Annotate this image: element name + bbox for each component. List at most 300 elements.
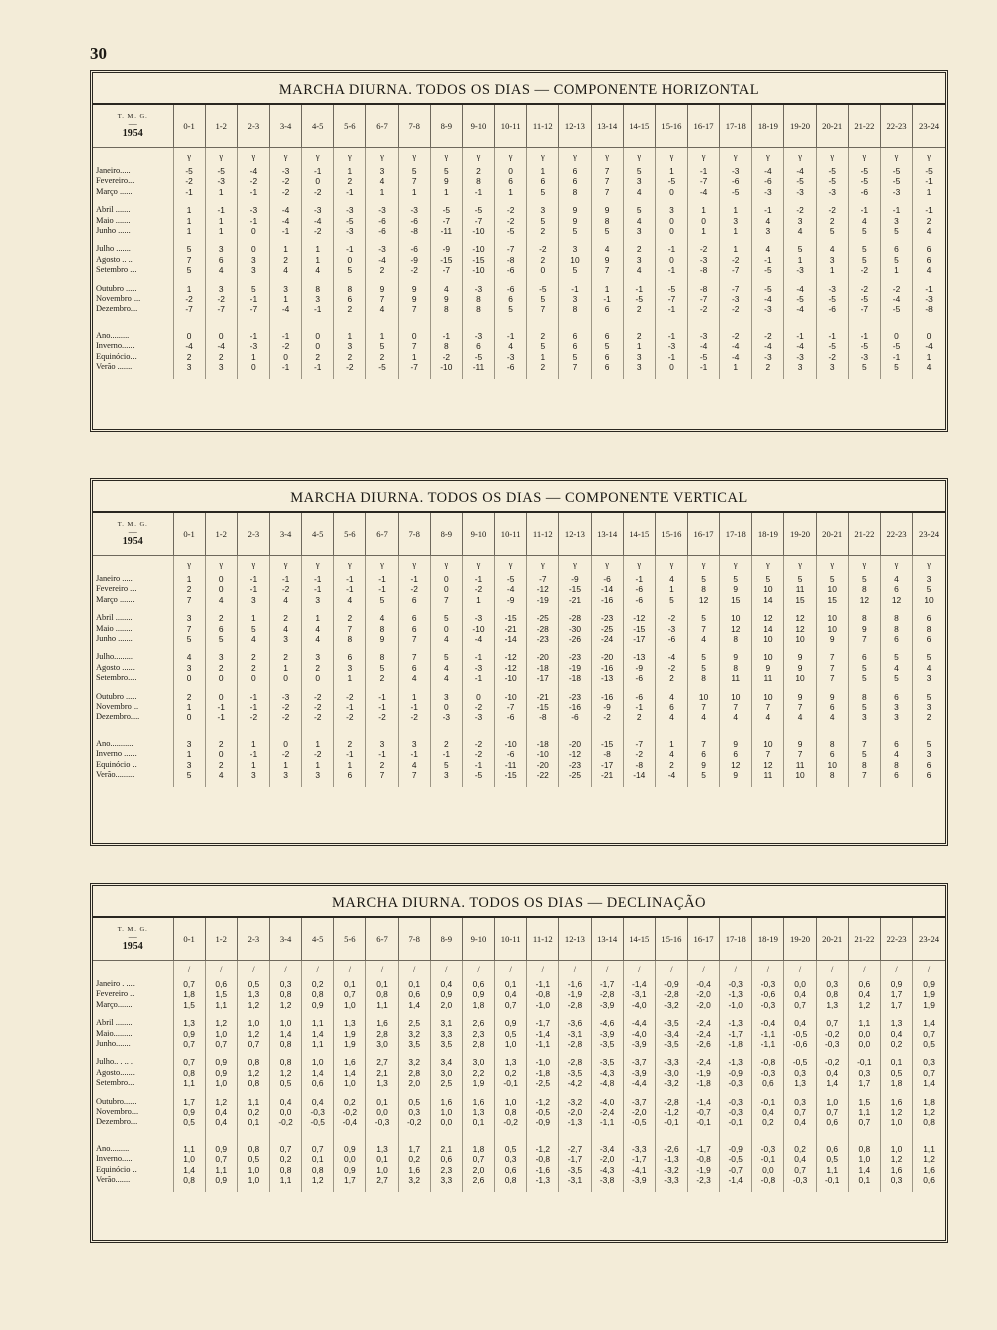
table-cell: 0,5	[880, 1068, 912, 1078]
row-label: Janeiro.....	[96, 166, 131, 175]
table-cell: 10	[752, 584, 784, 594]
table-cell: 0,0	[366, 1107, 398, 1117]
table-cell: 2	[527, 362, 559, 372]
table-cell: -1,1	[752, 1039, 784, 1049]
table-cell: -0,8	[527, 1154, 559, 1164]
unit-symbol: /	[688, 961, 720, 980]
unit-symbol: /	[430, 961, 462, 980]
hour-header: 1-2	[205, 513, 237, 556]
table-cell: 1	[302, 613, 334, 623]
table-cell: -1,9	[688, 1068, 720, 1078]
table-cell: -0,1	[752, 1154, 784, 1164]
table-cell: -9	[398, 255, 430, 265]
table-cell: -4,4	[623, 1018, 655, 1028]
table-cell: -4	[269, 304, 301, 314]
table-cell: 3	[269, 634, 301, 644]
table-cell: 6	[880, 692, 912, 702]
table-cell: 0,4	[752, 1107, 784, 1117]
table-row	[93, 613, 945, 623]
table-cell: 4	[720, 712, 752, 722]
table-cell: 9	[720, 652, 752, 662]
table-cell: -7	[430, 265, 462, 275]
table-cell: 3	[237, 770, 269, 780]
table-cell: 7	[784, 702, 816, 712]
table-cell: 0,8	[237, 1057, 269, 1067]
unit-symbol: γ	[302, 556, 334, 575]
table-cell: -17	[623, 634, 655, 644]
unit-symbol: γ	[269, 556, 301, 575]
table-cell: 5	[591, 226, 623, 236]
table-cell: -1,2	[655, 1107, 687, 1117]
unit-symbol: /	[334, 961, 366, 980]
table-cell: 1,2	[880, 1107, 912, 1117]
table-row	[93, 205, 945, 215]
table-cell: 3,1	[430, 1018, 462, 1028]
table-row	[93, 1154, 945, 1164]
table-cell: -6	[720, 176, 752, 186]
table-cell: -1	[269, 226, 301, 236]
table-cell: 2	[237, 663, 269, 673]
table-cell: 5	[688, 770, 720, 780]
table-cell: 0,9	[430, 989, 462, 999]
table-cell: 5	[913, 652, 945, 662]
table-cell: 7	[398, 634, 430, 644]
table-cell: 14	[752, 595, 784, 605]
table-cell: -5	[173, 166, 205, 176]
table-cell: 2,3	[430, 1165, 462, 1175]
table-cell: -3	[655, 624, 687, 634]
table-cell: 1,2	[848, 1000, 880, 1010]
table-cell: 10	[752, 634, 784, 644]
table-cell: -6	[623, 673, 655, 683]
table-cell: 9	[591, 205, 623, 215]
table-cell: 2	[655, 760, 687, 770]
table-cell: -1	[655, 352, 687, 362]
table-cell: -1	[784, 331, 816, 341]
table-cell: 5	[848, 702, 880, 712]
table-cell: -6	[495, 284, 527, 294]
table-cell: 4	[880, 574, 912, 584]
table-cell: 0,5	[173, 1117, 205, 1127]
hour-header: 6-7	[366, 513, 398, 556]
data-table	[93, 918, 945, 1192]
table-cell: -6	[366, 216, 398, 226]
hour-header: 4-5	[302, 918, 334, 961]
table-cell: 3,4	[430, 1057, 462, 1067]
table-cell: 4	[880, 663, 912, 673]
table-cell: -18	[559, 673, 591, 683]
unit-symbol: γ	[205, 148, 237, 167]
table-cell: 2	[752, 362, 784, 372]
table-cell: 1	[173, 226, 205, 236]
hour-header: 13-14	[591, 918, 623, 961]
table-cell: 5	[237, 284, 269, 294]
table-cell: 12	[752, 613, 784, 623]
table-cell: -2,8	[559, 1057, 591, 1067]
hour-header: 17-18	[720, 918, 752, 961]
table-cell: 0,8	[237, 1078, 269, 1088]
table-cell: -3	[366, 205, 398, 215]
table-cell: -0,1	[495, 1078, 527, 1088]
table-row	[93, 1107, 945, 1117]
table-cell: 2	[366, 265, 398, 275]
table-row	[93, 284, 945, 294]
hour-header: 12-13	[559, 513, 591, 556]
table-cell: -8	[591, 749, 623, 759]
hour-header: 18-19	[752, 918, 784, 961]
table-cell: 1,0	[205, 1029, 237, 1039]
table-cell: -3	[237, 205, 269, 215]
row-label: Julho .......	[96, 244, 131, 254]
table-cell: 5	[527, 187, 559, 197]
table-cell: 6	[591, 352, 623, 362]
row-label: Setembro ...	[96, 265, 137, 275]
table-cell: -5	[816, 294, 848, 304]
unit-symbol: γ	[720, 556, 752, 575]
table-cell: -12	[495, 652, 527, 662]
table-cell: -5	[784, 294, 816, 304]
table-cell: 0,1	[880, 1057, 912, 1067]
table-cell: -1	[398, 702, 430, 712]
table-cell: -2	[205, 294, 237, 304]
table-cell: 5	[430, 760, 462, 770]
hour-header: 9-10	[462, 105, 494, 148]
table-cell: -0,2	[398, 1117, 430, 1127]
table-cell: 2	[462, 166, 494, 176]
table-cell: 1	[462, 595, 494, 605]
table-cell: 10	[720, 613, 752, 623]
table-cell: 0,5	[269, 1078, 301, 1088]
table-cell: 0,0	[848, 1039, 880, 1049]
table-cell: -1,4	[688, 1097, 720, 1107]
table-cell: 5	[527, 294, 559, 304]
table-cell: 0	[430, 624, 462, 634]
unit-symbol: /	[269, 961, 301, 980]
table-cell: -3,5	[591, 1039, 623, 1049]
table-cell: 2,8	[462, 1039, 494, 1049]
table-cell: -3	[784, 352, 816, 362]
row-label: Inverno......	[96, 341, 135, 351]
table-cell: -1	[913, 176, 945, 186]
table-cell: 0	[205, 749, 237, 759]
table-cell: -2,6	[655, 1144, 687, 1154]
table-cell: -15	[559, 584, 591, 594]
table-cell: 5	[688, 613, 720, 623]
table-cell: 12	[784, 624, 816, 634]
table-cell: -5	[623, 294, 655, 304]
hour-header: 9-10	[462, 513, 494, 556]
hour-header: 19-20	[784, 513, 816, 556]
table-cell: 2	[237, 652, 269, 662]
table-cell: -3	[752, 187, 784, 197]
table-cell: 1,0	[880, 1117, 912, 1127]
table-cell: -17	[527, 673, 559, 683]
table-cell: 8	[688, 673, 720, 683]
unit-symbol: γ	[269, 148, 301, 167]
hour-header: 18-19	[752, 105, 784, 148]
table-cell: 5	[720, 574, 752, 584]
table-cell: 3	[655, 205, 687, 215]
table-cell: -6	[398, 244, 430, 254]
table-cell: -3	[880, 187, 912, 197]
table-cell: -7	[205, 304, 237, 314]
row-label: Fevereiro...	[96, 176, 135, 186]
table-cell: -0,3	[816, 1039, 848, 1049]
hour-header: 9-10	[462, 918, 494, 961]
unit-symbol: γ	[655, 556, 687, 575]
table-cell: 5	[237, 624, 269, 634]
table-cell: -1,7	[591, 979, 623, 989]
table-cell: -6	[752, 176, 784, 186]
table-cell: 1	[495, 187, 527, 197]
table-cell: 2	[173, 584, 205, 594]
hour-header: 10-11	[495, 105, 527, 148]
table-cell: -1,6	[559, 979, 591, 989]
table-cell: 12	[784, 613, 816, 623]
table-cell: 0,3	[495, 1154, 527, 1164]
table-cell: 3	[173, 760, 205, 770]
table-cell: -1	[302, 166, 334, 176]
table-cell: 1,9	[334, 1029, 366, 1039]
table-cell: 0,8	[173, 1068, 205, 1078]
table-cell: 0,3	[784, 1068, 816, 1078]
table-cell: -1	[752, 205, 784, 215]
table-row	[93, 673, 945, 683]
table-cell: 2,7	[366, 1057, 398, 1067]
table-cell: 0	[527, 265, 559, 275]
table-cell: 0,4	[880, 1029, 912, 1039]
table-cell: -2	[688, 244, 720, 254]
table-cell: -1,1	[591, 1117, 623, 1127]
table-cell: -3	[462, 331, 494, 341]
table-cell: 1,0	[366, 1165, 398, 1175]
table-cell: 1,5	[205, 989, 237, 999]
table-cell: -1	[495, 331, 527, 341]
table-cell: -2,4	[591, 1107, 623, 1117]
table-cell: 5	[398, 166, 430, 176]
table-cell: 0,2	[269, 1154, 301, 1164]
table-cell: 2	[334, 304, 366, 314]
table-cell: -1	[913, 284, 945, 294]
table-cell: 0	[205, 331, 237, 341]
table-cell: 0,7	[173, 1039, 205, 1049]
table-row	[93, 624, 945, 634]
table-cell: 4	[173, 652, 205, 662]
table-cell: 4	[205, 770, 237, 780]
table-cell: -4	[720, 352, 752, 362]
table-cell: -1	[880, 352, 912, 362]
table-cell: 0	[302, 341, 334, 351]
table-cell: 4	[913, 265, 945, 275]
table-cell: 3	[623, 255, 655, 265]
table-cell: 0	[913, 331, 945, 341]
table-cell: -2	[752, 331, 784, 341]
table-cell: 3	[334, 341, 366, 351]
table-cell: 9	[398, 284, 430, 294]
table-cell: 0,9	[173, 1107, 205, 1117]
table-cell: 8	[848, 760, 880, 770]
table-cell: 1,2	[880, 1154, 912, 1164]
table-cell: 1,3	[495, 1057, 527, 1067]
table-cell: 1,8	[462, 1144, 494, 1154]
table-cell: 1,0	[173, 1154, 205, 1164]
table-cell: 1	[205, 226, 237, 236]
table-cell: 3	[237, 255, 269, 265]
table-cell: -6	[623, 595, 655, 605]
table-cell: 2	[334, 176, 366, 186]
table-cell: 0,6	[913, 1175, 945, 1185]
table-cell: 3	[913, 702, 945, 712]
table-cell: -4	[784, 284, 816, 294]
table-cell: -8	[495, 255, 527, 265]
table-cell: 0,2	[334, 1097, 366, 1107]
table-cell: 2	[334, 352, 366, 362]
table-cell: -10	[495, 739, 527, 749]
table-cell: -8	[398, 226, 430, 236]
table-cell: -2	[334, 362, 366, 372]
table-cell: -3,9	[623, 1068, 655, 1078]
table-cell: 1,3	[784, 1078, 816, 1088]
table-cell: -5	[462, 205, 494, 215]
table-cell: -0,1	[720, 1117, 752, 1127]
table-cell: -2,8	[591, 989, 623, 999]
table-cell: -1	[398, 749, 430, 759]
unit-symbol: γ	[462, 148, 494, 167]
table-cell: -9	[623, 663, 655, 673]
table-cell: 1,1	[848, 1018, 880, 1028]
table-cell: -2,4	[688, 1018, 720, 1028]
table-cell: 1	[237, 613, 269, 623]
table-cell: -5	[816, 176, 848, 186]
table-cell: -1	[302, 584, 334, 594]
table-cell: 0,2	[302, 979, 334, 989]
table-cell: -0,9	[720, 1144, 752, 1154]
section-vertical-component	[90, 478, 948, 846]
table-cell: 0,1	[237, 1117, 269, 1127]
table-cell: 1,6	[398, 1165, 430, 1175]
table-cell: -0,1	[688, 1117, 720, 1127]
table-cell: 1,0	[237, 1175, 269, 1185]
table-cell: -1,8	[688, 1078, 720, 1088]
table-cell: 0	[269, 739, 301, 749]
table-cell: 1	[205, 216, 237, 226]
table-cell: -5	[752, 284, 784, 294]
table-cell: 10	[816, 624, 848, 634]
table-cell: 8	[366, 652, 398, 662]
table-cell: 5	[913, 692, 945, 702]
unit-symbol: γ	[462, 556, 494, 575]
table-cell: 1	[720, 362, 752, 372]
unit-symbol: γ	[752, 556, 784, 575]
table-cell: 8	[720, 663, 752, 673]
row-label: Junho .......	[96, 634, 133, 644]
table-cell: -1	[688, 362, 720, 372]
table-cell: 6	[880, 634, 912, 644]
table-cell: 6	[334, 294, 366, 304]
table-cell: 1,7	[334, 1175, 366, 1185]
table-cell: 5	[880, 652, 912, 662]
table-cell: 0,8	[366, 989, 398, 999]
table-cell: -1,0	[720, 1000, 752, 1010]
table-cell: 2,6	[462, 1018, 494, 1028]
table-cell: 3,2	[398, 1175, 430, 1185]
table-cell: 3,0	[430, 1068, 462, 1078]
table-cell: 1,4	[173, 1165, 205, 1175]
unit-symbol: γ	[688, 148, 720, 167]
table-cell: -6	[495, 749, 527, 759]
table-cell: 2,5	[430, 1078, 462, 1088]
row-label: Março ......	[96, 186, 133, 196]
table-cell: -2	[623, 749, 655, 759]
table-cell: 0,2	[398, 1154, 430, 1164]
table-cell: 6	[559, 331, 591, 341]
table-cell: 1,1	[173, 1078, 205, 1088]
table-cell: -2,4	[688, 1029, 720, 1039]
table-cell: -1,4	[527, 1029, 559, 1039]
table-cell: 6	[559, 176, 591, 186]
table-cell: 5	[784, 574, 816, 584]
table-cell: -4	[173, 341, 205, 351]
unit-symbol: γ	[205, 556, 237, 575]
table-cell: 1,2	[237, 1068, 269, 1078]
table-cell: 0	[237, 362, 269, 372]
table-cell: 0,1	[334, 979, 366, 989]
table-cell: -26	[559, 634, 591, 644]
table-cell: 1,4	[269, 1029, 301, 1039]
table-cell: -1	[205, 702, 237, 712]
table-cell: -2	[302, 187, 334, 197]
table-cell: 0,1	[302, 1154, 334, 1164]
table-cell: -3,5	[559, 1165, 591, 1175]
page-number: 30	[90, 44, 107, 63]
table-cell: -1,8	[720, 1039, 752, 1049]
table-cell: 1,1	[302, 1039, 334, 1049]
hour-header: 23-24	[913, 513, 945, 556]
hour-header: 15-16	[655, 513, 687, 556]
table-cell: 0,7	[495, 1000, 527, 1010]
table-cell: 7	[527, 304, 559, 314]
unit-symbol: /	[302, 961, 334, 980]
table-cell: -10	[527, 749, 559, 759]
table-cell: -0,1	[848, 1057, 880, 1067]
row-label: Outubro .....	[96, 283, 137, 293]
table-cell: 5	[334, 265, 366, 275]
table-cell: 4	[880, 749, 912, 759]
table-cell: -4,6	[591, 1018, 623, 1028]
table-cell: 5	[880, 255, 912, 265]
table-cell: 1,7	[880, 1000, 912, 1010]
table-cell: -13	[623, 652, 655, 662]
hour-header: 21-22	[848, 513, 880, 556]
table-cell: 4	[623, 216, 655, 226]
table-cell: -2	[655, 663, 687, 673]
table-cell: 7	[720, 702, 752, 712]
table-cell: 4	[688, 634, 720, 644]
table-cell: 2	[173, 692, 205, 702]
table-cell: 0,3	[816, 979, 848, 989]
table-cell: -1	[752, 255, 784, 265]
hour-header: 6-7	[366, 105, 398, 148]
corner-dash: —	[128, 932, 137, 941]
table-cell: -5	[688, 352, 720, 362]
table-cell: 6	[720, 749, 752, 759]
table-cell: 1	[623, 341, 655, 351]
table-cell: 4	[752, 216, 784, 226]
table-cell: -1	[462, 652, 494, 662]
table-row	[93, 770, 945, 780]
table-row	[93, 1097, 945, 1107]
table-cell: -1	[237, 331, 269, 341]
